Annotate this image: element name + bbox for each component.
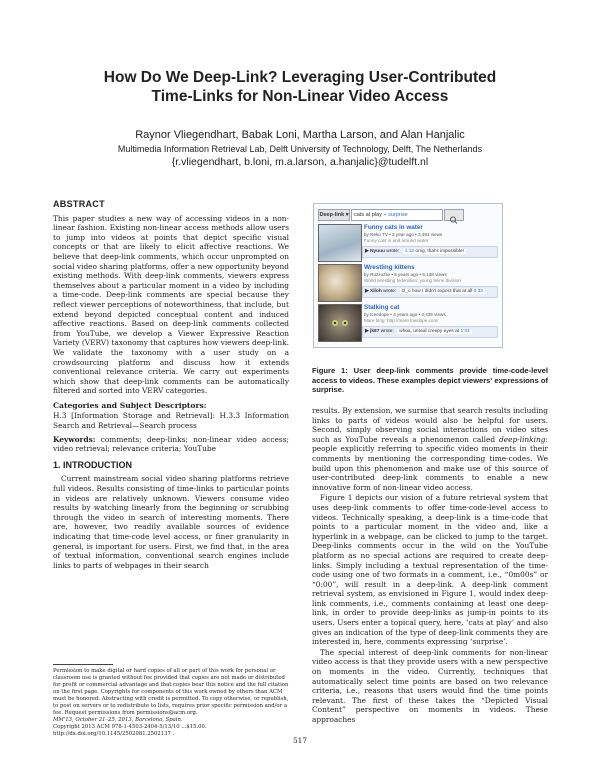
intro-heading: 1. INTRODUCTION xyxy=(53,459,133,470)
page-number: 517 xyxy=(292,736,308,745)
video-title[interactable]: Stalking cat xyxy=(364,304,400,311)
emails: {r.vliegendhart, b.loni, m.a.larson, a.hanjalic}@tudelft.nl xyxy=(171,156,429,168)
deep-link-comment xyxy=(362,246,498,258)
comment-text: whoa, unreal creepy eyes at xyxy=(399,329,461,334)
video-meta: by Iceedope • 4 years ago • 4,435 views xyxy=(364,312,446,317)
video-result[interactable] xyxy=(318,304,500,342)
comment-user[interactable]: ▶ Nyuuu xyxy=(365,249,385,254)
video-description: Funny cats in and around water xyxy=(364,238,429,243)
video-meta: by Neko TV • 2 year ago • 3,491 views xyxy=(364,232,443,237)
title-line-1: How Do We Deep-Link? Leveraging User-Contributed xyxy=(103,69,497,86)
footnote xyxy=(53,668,289,738)
footnote-doi: http://dx.doi.org/10.1145/2502081.2502137 . xyxy=(53,731,175,737)
comment-wrote: wrote: xyxy=(386,249,400,254)
title-line-2: Time-Links for Non-Linear Video Access xyxy=(151,88,449,105)
right-paragraph-1 xyxy=(312,406,548,492)
query-input[interactable] xyxy=(351,209,443,221)
comment-body xyxy=(397,329,472,334)
comment-body xyxy=(403,249,466,254)
paper-title xyxy=(40,68,560,106)
keywords-block xyxy=(53,435,289,454)
comment-body xyxy=(400,289,485,294)
comment-text: omg, that's impossible! xyxy=(414,249,465,254)
footnote-venue: MM'13, October 21–25, 2013, Barcelona, Spain. xyxy=(53,717,183,723)
left-column xyxy=(53,200,289,571)
video-thumbnail[interactable] xyxy=(318,304,362,342)
p1-rest: : people explicitly referring to specific video moments in their comments by mentioning the corresponding time-codes. We build upon this phenomenon and make use of this source of user-contributed deep-link comments to enable a new innovative form of non-linear video access. xyxy=(312,434,548,492)
p1-emphasis: deep-linking xyxy=(498,434,546,444)
keywords-text: comments; deep-links; non-linear video access; video retrieval; relevance criteria; YouTube xyxy=(53,434,289,454)
comment-timecode[interactable]: 1:02 xyxy=(460,329,470,334)
comment-user[interactable]: ▶ Xiloh xyxy=(365,289,382,294)
video-meta: by Ruzzuzlie • 5 years ago • 6,138 views xyxy=(364,272,447,277)
p1-text: results. By extension, we surmise that search results including links to parts of videos would also be helpful for users. Second, simply observing social interactions on video sites such as YouTube reveals a phenomenon called xyxy=(312,406,548,444)
keywords-label: Keywords: xyxy=(53,434,96,444)
video-result[interactable] xyxy=(318,264,500,302)
video-description: Mare blog: http://mare.lowdope.com/ xyxy=(364,318,439,323)
cat-eyes-icon xyxy=(319,305,361,341)
footnote-permission: Permission to make digital or hard copies of all or part of this work for personal or classroom use is granted without fee provided that copies are not made or distributed for profit or commercial advantage and that copies bear this notice and the full citation on the first page. Copyrights for components of this work owned by others than ACM must be honored. Abstracting with credit is permitted. To copy otherwise, or republish, to post on servers or to redistribute to lists, requires prior specific permission and/or a fee. Request permissions from permissions@acm.org. xyxy=(53,668,289,716)
footnote-rule xyxy=(53,664,113,665)
video-title[interactable]: Funny cats in water xyxy=(364,224,423,231)
query-plus: + surprise xyxy=(381,212,408,218)
deep-link-comment xyxy=(362,286,498,298)
intro-paragraph-1: Current mainstream social video sharing platforms retrieve full videos. Results consisting of time-links to particular points in videos are relatively unknown. Viewers consume video results by watching linearly from the beginning or scrubbing through the video in search of interesting moments. There are, however, two readily available sources of evidence indicating that time-code level access, or finer granularity in general, is important for users. First, we find that, in the area of textual information, conventional search engines include links to parts of webpages in their search xyxy=(53,474,289,570)
right-column xyxy=(312,406,548,726)
figure-caption: Figure 1: User deep-link comments provide time-code-level access to videos. These examples depict viewers' expressions of surprise. xyxy=(312,366,548,395)
right-paragraph-3: The special interest of deep-link comments for non-linear video access is that they provide users with a new perspective on moments in the video. Currently, techniques that automatically select time points are based on two relevance criteria, i.e., reasons that users would find the time points relevant. The first of these takes the “Depicted Visual Content” perspective on moments in videos. These approaches xyxy=(312,647,548,724)
footnote-copyright: Copyright 2013 ACM 978-1-4503-2404-5/13/10 ...$15.00. xyxy=(53,724,207,730)
right-paragraph-2: Figure 1 depicts our vision of a future retrieval system that uses deep-link comments to offer time-code-level access to videos. Technically speaking, a deep-link is a time-code that points to a particular moment in the video and, like a hyperlink in a webpage, can be clicked to jump to the target. Deep-links comments occur in the wild on the YouTube platform as no special actions are required to create deep-links. Simply including a textual representation of the time-code using one of two formats in a comment, i.e., “0m00s” or “0:00”, will result in a deep-link. A deep-link comment retrieval system, as envisioned in Figure 1, would index deep-link comments, i.e., comments containing at least one deep-link, in order to provide deep-links as jump-in points to its users. Users enter a topical query, here, ‘cats at play’ and also gives an indication of the type of deep-link comments they are interested in, here, comments expressing ‘surprise’. xyxy=(312,493,548,647)
comment-text: O_o how I didn't expect that at all xyxy=(401,289,474,294)
video-description: World wrestling federation: young feline division xyxy=(364,278,461,283)
video-result[interactable] xyxy=(318,224,500,262)
search-button[interactable] xyxy=(444,209,464,221)
deep-link-dropdown[interactable]: Deep-link ▾ xyxy=(318,209,350,221)
comment-timecode[interactable]: 0:33 xyxy=(473,289,483,294)
abstract-text: This paper studies a new way of accessing videos in a non-linear fashion. Existing non-linear access methods allow users to jump into videos at points that depict specific visual concepts or that are likely to elicit affective reactions. We believe that deep-link comments, which occur unprompted on social video sharing platforms, offer a new opportunity beyond existing methods. With deep-link comments, viewers express themselves about a particular moment in a video by including a time-code. Deep-link comments are special because they reflect viewer perceptions of noteworthiness, that include, but extend beyond depicted conceptual content and induced affective reactions. Based on deep-link comments collected from YouTube, we develop a Viewer Expressive Reaction Variety (VERV) taxonomy that captures how viewers deep-link. We validate the taxonomy with a user study on a crowdsourcing platform and discuss how it extends conventional relevance criteria. We carry out experiments which show that deep-link comments can be automatically filtered and sorted into VERV categories. xyxy=(53,213,289,396)
video-thumbnail[interactable] xyxy=(318,224,362,262)
figure-1 xyxy=(313,203,503,348)
figure-search-bar xyxy=(318,209,468,219)
comment-wrote: wrote: xyxy=(383,289,397,294)
comment-user[interactable]: ▶ jk87 xyxy=(365,329,380,334)
categories-heading: Categories and Subject Descriptors: xyxy=(53,400,207,410)
deep-link-comment xyxy=(362,326,498,338)
video-title[interactable]: Wrestling kittens xyxy=(364,264,415,271)
comment-timecode[interactable]: 1:12 xyxy=(404,249,415,254)
video-thumbnail[interactable] xyxy=(318,264,362,302)
query-text: cats at play xyxy=(354,212,382,218)
authors: Raynor Vliegendhart, Babak Loni, Martha Larson, and Alan Hanjalic xyxy=(135,129,465,141)
categories-text: H.3 [Information Storage and Retrieval]: H.3.3 Information Search and Retrieval—Search process xyxy=(53,411,289,431)
comment-wrote: wrote: xyxy=(380,329,394,334)
abstract-heading: ABSTRACT xyxy=(53,199,105,209)
affiliation: Multimedia Information Retrieval Lab, Delft University of Technology, Delft, The Netherlands xyxy=(117,144,483,154)
